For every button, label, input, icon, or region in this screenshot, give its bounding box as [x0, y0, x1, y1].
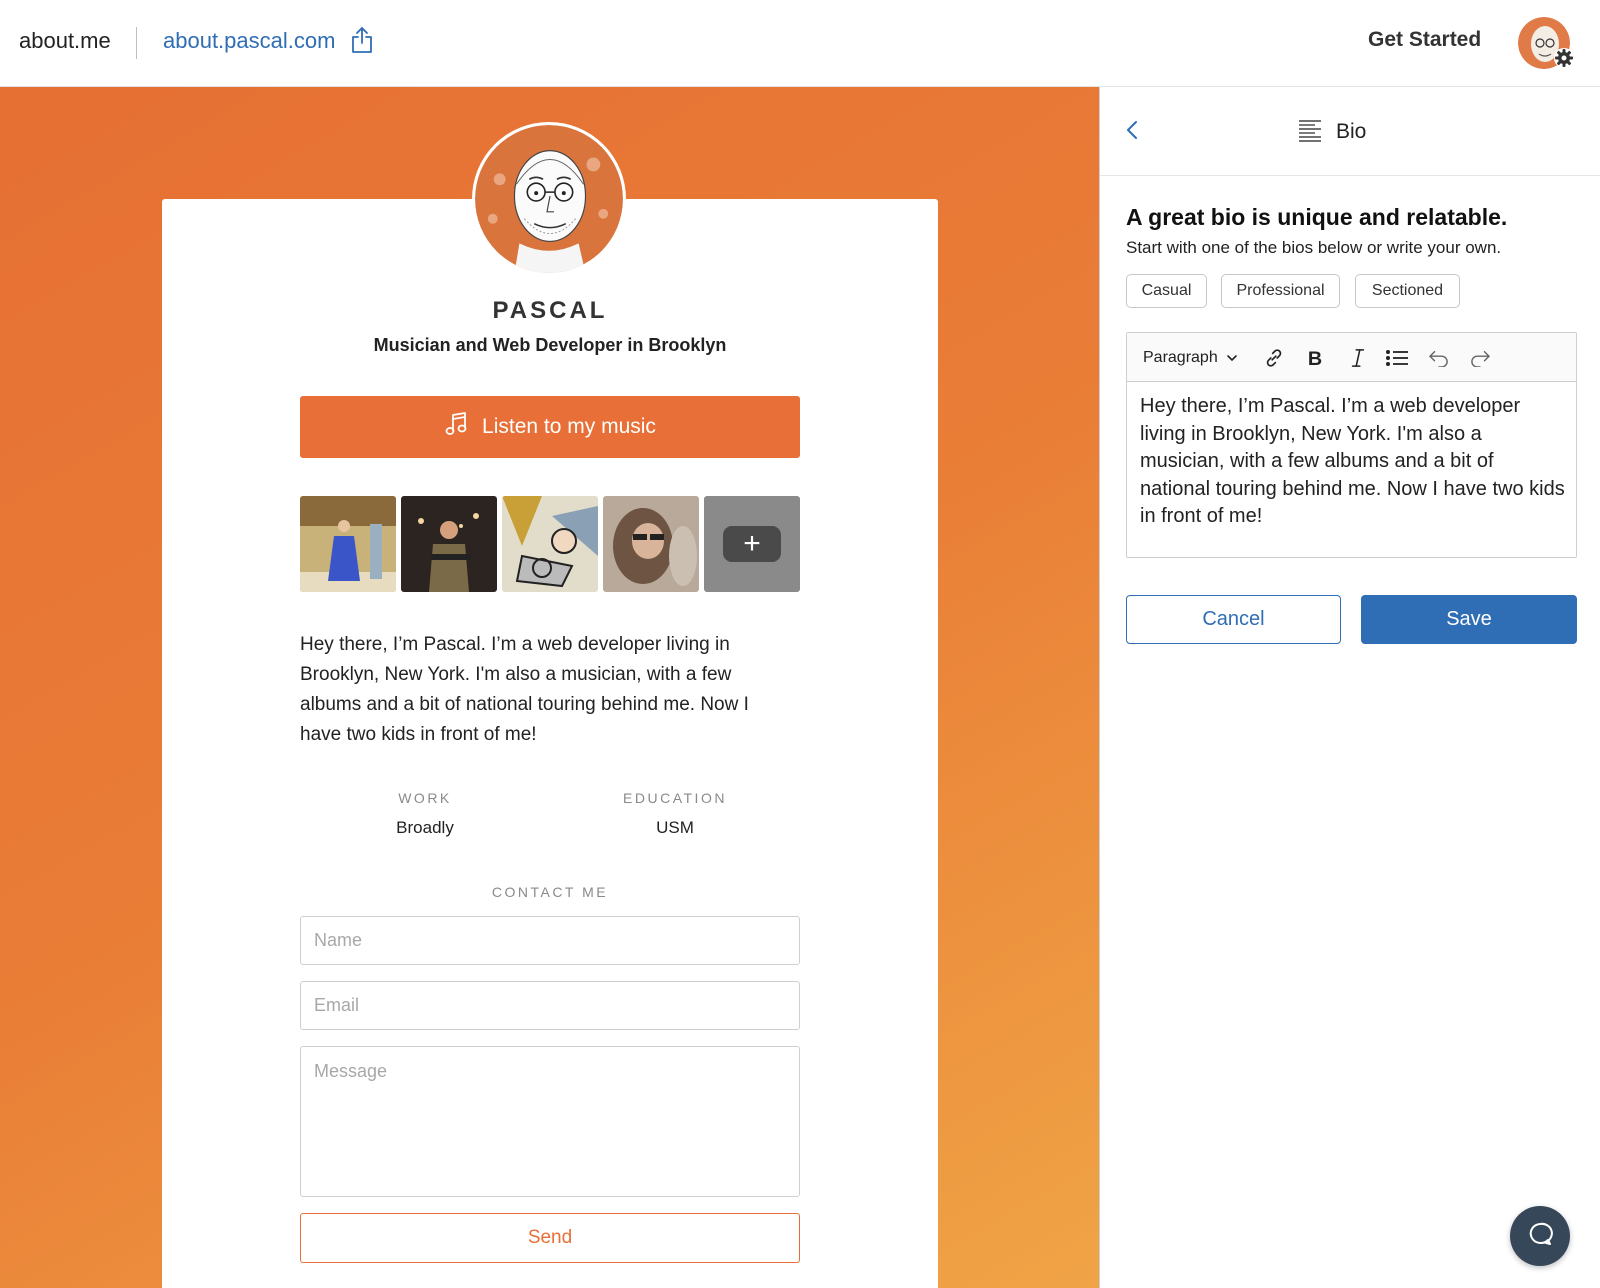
photo-gallery	[300, 496, 800, 592]
music-note-icon	[444, 411, 468, 443]
bio-text-area[interactable]: Hey there, I’m Pascal. I’m a web developer living in Brooklyn, New York. I'm also a musician, with a few albums and a bit of national touring behind me. Now I have two kids in front of me!	[1140, 395, 1565, 527]
template-professional-button[interactable]: Professional	[1221, 274, 1340, 308]
panel-subheading: Start with one of the bios below or write your own.	[1126, 238, 1502, 257]
top-bar	[0, 0, 1600, 87]
profile-bio: Hey there, I’m Pascal. I’m a web developer living in Brooklyn, New York. I'm also a musician, with a few albums and a bit of national touring behind me. Now I have two kids in front of me!	[300, 634, 749, 745]
chevron-left-icon[interactable]	[1124, 118, 1140, 142]
send-button[interactable]: Send	[300, 1213, 800, 1263]
contact-name-input[interactable]	[300, 916, 800, 965]
help-chat-button[interactable]	[1510, 1206, 1570, 1266]
cancel-button[interactable]: Cancel	[1126, 595, 1341, 644]
template-sectioned-button[interactable]: Sectioned	[1355, 274, 1460, 308]
contact-message-input[interactable]	[300, 1046, 800, 1197]
work-label: WORK	[398, 790, 452, 806]
panel-title: Bio	[1336, 120, 1367, 143]
topbar-divider	[136, 27, 137, 59]
profile-url-link[interactable]: about.pascal.com	[163, 28, 336, 53]
panel-heading: A great bio is unique and relatable.	[1126, 204, 1508, 230]
education-label: EDUCATION	[623, 790, 727, 806]
bold-icon[interactable]	[1303, 345, 1329, 371]
editor-toolbar	[1127, 333, 1576, 382]
bullet-list-icon[interactable]	[1383, 345, 1411, 371]
listen-music-button[interactable]	[300, 396, 800, 458]
education-info	[550, 790, 800, 838]
plus-icon: +	[723, 526, 781, 562]
panel-header-divider	[1100, 175, 1600, 176]
get-started-link[interactable]: Get Started	[1368, 28, 1482, 51]
chevron-down-icon	[1226, 352, 1238, 364]
add-photo-button[interactable]	[704, 496, 800, 592]
profile-photo[interactable]	[472, 122, 626, 276]
gallery-photo[interactable]	[300, 496, 396, 592]
gallery-photo[interactable]	[603, 496, 699, 592]
save-button[interactable]: Save	[1361, 595, 1577, 644]
svg-text:B: B	[1307, 348, 1323, 368]
format-select-label: Paragraph	[1143, 349, 1218, 366]
work-info	[300, 790, 550, 838]
brand-logo[interactable]: about.me	[19, 28, 111, 53]
contact-heading: CONTACT ME	[491, 884, 609, 900]
listen-music-label: Listen to my music	[482, 415, 656, 438]
bio-rich-text-editor	[1126, 332, 1577, 558]
paragraph-format-select[interactable]	[1143, 345, 1238, 371]
text-lines-icon	[1297, 117, 1323, 143]
template-casual-button[interactable]: Casual	[1126, 274, 1207, 308]
profile-name: PASCAL	[492, 297, 608, 324]
italic-icon[interactable]	[1345, 345, 1371, 371]
undo-icon[interactable]	[1426, 345, 1452, 371]
work-value: Broadly	[396, 818, 454, 837]
share-icon[interactable]	[350, 26, 374, 54]
contact-email-input[interactable]	[300, 981, 800, 1030]
bio-editor-panel	[1100, 87, 1600, 1288]
link-icon[interactable]	[1261, 345, 1287, 371]
gear-icon[interactable]	[1553, 47, 1575, 69]
redo-icon[interactable]	[1467, 345, 1493, 371]
gallery-photo[interactable]	[502, 496, 598, 592]
chat-bubble-icon	[1527, 1221, 1553, 1252]
education-value: USM	[656, 818, 694, 837]
profile-headline: Musician and Web Developer in Brooklyn	[373, 335, 727, 355]
gallery-photo[interactable]	[401, 496, 497, 592]
